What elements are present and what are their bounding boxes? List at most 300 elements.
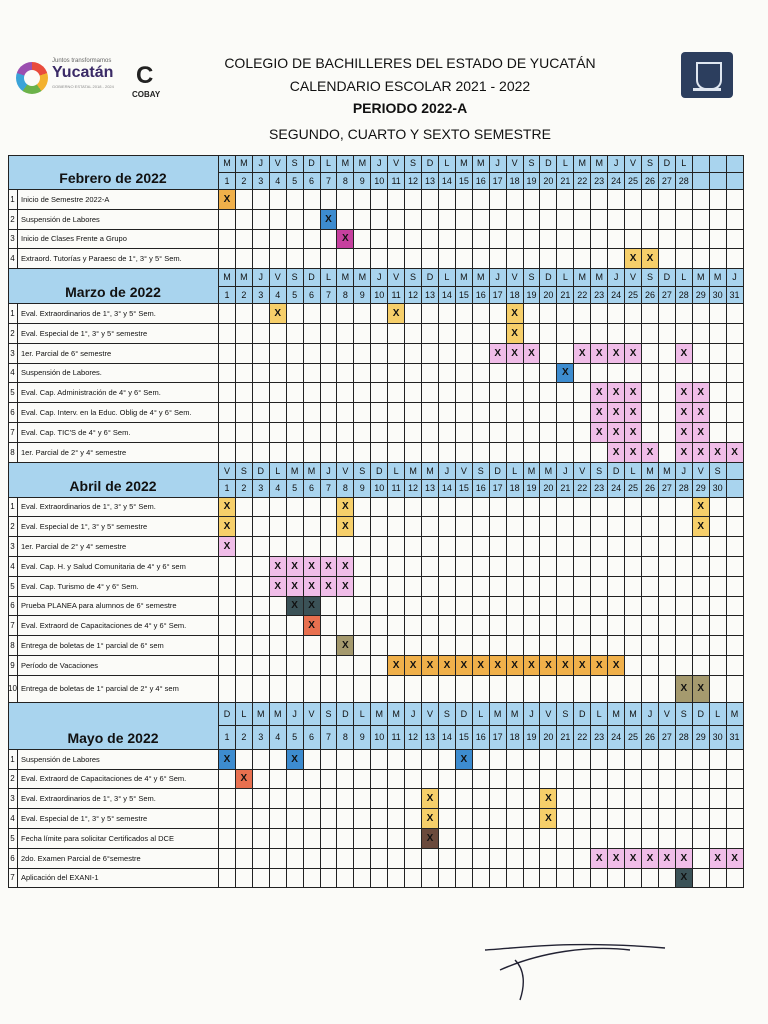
marked-day: X <box>337 230 354 250</box>
weekday-letter: V <box>540 703 557 727</box>
activity-label: Suspensión de Labores <box>18 210 219 230</box>
marked-day: X <box>608 443 625 463</box>
weekday-letter: M <box>422 463 439 481</box>
marked-day: X <box>321 557 338 577</box>
marked-day: X <box>507 656 524 676</box>
activity-label: Eval. Extraord de Capacitaciones de 4° y 6° Sem. <box>18 616 219 636</box>
weekday-letter: D <box>456 703 473 727</box>
marked-day: X <box>270 304 287 324</box>
marked-day: X <box>219 190 236 210</box>
weekday-letter: S <box>405 155 422 173</box>
month-title: Marzo de 2022 <box>8 269 219 304</box>
weekday-letter: L <box>321 155 338 173</box>
row-number: 5 <box>8 577 18 597</box>
weekday-letter: S <box>354 463 371 481</box>
weekday-letter: L <box>439 269 456 287</box>
weekday-letter: V <box>219 463 236 481</box>
weekday-letter: S <box>473 463 490 481</box>
marked-day: X <box>608 383 625 403</box>
day-number: 5 <box>287 173 304 191</box>
day-number: 12 <box>405 173 422 191</box>
activity-label: 1er. Parcial de 6° semestre <box>18 344 219 364</box>
marked-day: X <box>727 849 744 869</box>
day-number: 2 <box>236 287 253 305</box>
day-number: 28 <box>676 480 693 498</box>
marked-day: X <box>625 403 642 423</box>
activity-label: Eval. Cap. Turismo de 4° y 6° Sem. <box>18 577 219 597</box>
weekday-letter: S <box>642 269 659 287</box>
weekday-letter: D <box>337 703 354 727</box>
seal-banner-icon <box>693 88 721 91</box>
day-number: 20 <box>540 173 557 191</box>
day-number: 5 <box>287 480 304 498</box>
day-number: 23 <box>591 480 608 498</box>
day-number: 9 <box>354 480 371 498</box>
weekday-letter: L <box>676 155 693 173</box>
marked-day: X <box>287 750 304 770</box>
day-number: 9 <box>354 726 371 750</box>
day-number: 1 <box>219 287 236 305</box>
weekday-letter: V <box>388 269 405 287</box>
weekday-letter: V <box>422 703 439 727</box>
weekday-letter: L <box>321 269 338 287</box>
day-number: 29 <box>693 287 710 305</box>
day-number: 6 <box>304 287 321 305</box>
day-number: 24 <box>608 173 625 191</box>
activity-label: Fecha límite para solicitar Certificados al DCE <box>18 829 219 849</box>
day-number: 8 <box>337 287 354 305</box>
marked-day: X <box>219 517 236 537</box>
weekday-letter: V <box>507 269 524 287</box>
activity-label: Eval. Especial de 1°, 3° y 5° semestre <box>18 517 219 537</box>
marked-day: X <box>337 557 354 577</box>
marked-day: X <box>236 770 253 790</box>
row-number: 1 <box>8 304 18 324</box>
day-number: 12 <box>405 726 422 750</box>
marked-day: X <box>270 557 287 577</box>
weekday-letter: D <box>540 155 557 173</box>
calendar-grid <box>8 155 756 941</box>
marked-day: X <box>388 656 405 676</box>
weekday-letter: M <box>473 155 490 173</box>
day-number: 30 <box>710 480 727 498</box>
weekday-letter: M <box>490 703 507 727</box>
weekday-letter: J <box>524 703 541 727</box>
weekday-letter: D <box>422 155 439 173</box>
marked-day: X <box>591 656 608 676</box>
day-number: 21 <box>557 726 574 750</box>
weekday-letter: V <box>659 703 676 727</box>
day-number: 31 <box>727 726 744 750</box>
weekday-letter: M <box>236 155 253 173</box>
row-number: 7 <box>8 616 18 636</box>
activity-label: Eval. Cap. H. y Salud Comunitaria de 4° y 6° sem <box>18 557 219 577</box>
weekday-letter: M <box>591 269 608 287</box>
marked-day: X <box>456 656 473 676</box>
day-number: 25 <box>625 480 642 498</box>
day-number: 13 <box>422 287 439 305</box>
marked-day: X <box>270 577 287 597</box>
day-number: 2 <box>236 726 253 750</box>
institution-title: COLEGIO DE BACHILLERES DEL ESTADO DE YUCATÁN <box>224 55 596 71</box>
row-number: 4 <box>8 249 18 269</box>
day-number: 8 <box>337 480 354 498</box>
weekday-letter: L <box>625 463 642 481</box>
weekday-letter: V <box>693 463 710 481</box>
weekday-letter: M <box>524 463 541 481</box>
weekday-letter: M <box>371 703 388 727</box>
weekday-letter: L <box>710 703 727 727</box>
weekday-letter: L <box>388 463 405 481</box>
weekday-letter: J <box>490 269 507 287</box>
day-number: 25 <box>625 287 642 305</box>
marked-day: X <box>557 656 574 676</box>
day-number: 6 <box>304 726 321 750</box>
row-number: 4 <box>8 364 18 384</box>
marked-day: X <box>591 383 608 403</box>
activity-label: Entrega de boletas de 1° parcial de 2° y 4° sem <box>18 676 219 703</box>
marked-day: X <box>676 869 693 889</box>
day-number: 7 <box>321 726 338 750</box>
activity-label: 1er. Parcial de 2° y 4° semestre <box>18 537 219 557</box>
cobay-c-icon: C <box>136 62 154 89</box>
marked-day: X <box>219 498 236 518</box>
activity-label: Eval. Extraordinarios de 1°, 3° y 5° Sem. <box>18 304 219 324</box>
weekday-letter: M <box>354 269 371 287</box>
weekday-letter: M <box>659 463 676 481</box>
marked-day: X <box>591 849 608 869</box>
day-number: 20 <box>540 726 557 750</box>
row-number: 5 <box>8 383 18 403</box>
weekday-letter: L <box>507 463 524 481</box>
day-number: 30 <box>710 726 727 750</box>
weekday-letter: M <box>473 269 490 287</box>
weekday-letter: J <box>321 463 338 481</box>
activity-label: Eval. Especial de 1°, 3° y 5° semestre <box>18 809 219 829</box>
day-number: 1 <box>219 726 236 750</box>
row-number: 4 <box>8 809 18 829</box>
marked-day: X <box>642 849 659 869</box>
marked-day: X <box>608 403 625 423</box>
weekday-letter: S <box>676 703 693 727</box>
day-number: 17 <box>490 480 507 498</box>
weekday-letter: D <box>253 463 270 481</box>
day-number: 29 <box>693 726 710 750</box>
activity-label: Eval. Extraord de Capacitaciones de 4° y 6° Sem. <box>18 770 219 790</box>
weekday-letter: V <box>304 703 321 727</box>
weekday-letter: D <box>490 463 507 481</box>
weekday-letter: V <box>270 269 287 287</box>
marked-day: X <box>524 344 541 364</box>
grid-frame <box>8 155 744 888</box>
marked-day: X <box>608 423 625 443</box>
marked-day: X <box>591 423 608 443</box>
day-number: 15 <box>456 287 473 305</box>
marked-day: X <box>557 364 574 384</box>
activity-label: Inicio de Clases Frente a Grupo <box>18 230 219 250</box>
day-number: 8 <box>337 173 354 191</box>
marked-day: X <box>524 656 541 676</box>
marked-day: X <box>304 616 321 636</box>
marked-day: X <box>540 656 557 676</box>
day-number: 20 <box>540 480 557 498</box>
weekday-letter: J <box>371 269 388 287</box>
weekday-letter: M <box>337 155 354 173</box>
day-number: 19 <box>524 480 541 498</box>
marked-day: X <box>659 849 676 869</box>
row-number: 3 <box>8 789 18 809</box>
day-number: 26 <box>642 173 659 191</box>
day-number: 7 <box>321 480 338 498</box>
day-number: 10 <box>371 726 388 750</box>
day-number: 27 <box>659 726 676 750</box>
row-number: 3 <box>8 344 18 364</box>
marked-day: X <box>625 249 642 269</box>
weekday-letter: L <box>473 703 490 727</box>
day-number: 23 <box>591 173 608 191</box>
day-number: 22 <box>574 287 591 305</box>
weekday-letter: J <box>439 463 456 481</box>
month-title: Abril de 2022 <box>8 463 219 498</box>
weekday-letter: M <box>219 155 236 173</box>
day-number: 22 <box>574 726 591 750</box>
weekday-letter: D <box>659 269 676 287</box>
marked-day: X <box>574 656 591 676</box>
day-number: 14 <box>439 480 456 498</box>
cobay-text: COBAY <box>132 90 161 99</box>
day-number: 14 <box>439 287 456 305</box>
weekday-letter: D <box>304 155 321 173</box>
day-number: 1 <box>219 480 236 498</box>
signature <box>480 930 670 1010</box>
marked-day: X <box>490 656 507 676</box>
marked-day: X <box>321 577 338 597</box>
day-number: 3 <box>253 726 270 750</box>
weekday-letter: S <box>321 703 338 727</box>
day-number: 25 <box>625 173 642 191</box>
row-number: 6 <box>8 849 18 869</box>
weekday-letter: M <box>693 269 710 287</box>
activity-label: Entrega de boletas de 1° parcial de 6° sem <box>18 636 219 656</box>
weekday-letter: M <box>354 155 371 173</box>
marked-day: X <box>642 443 659 463</box>
activity-label: Eval. Cap. TIC'S de 4° y 6° Sem. <box>18 423 219 443</box>
marked-day: X <box>405 656 422 676</box>
row-number: 2 <box>8 517 18 537</box>
marked-day: X <box>422 829 439 849</box>
weekday-letter: S <box>710 463 727 481</box>
day-number: 10 <box>371 173 388 191</box>
marked-day: X <box>693 403 710 423</box>
weekday-letter: J <box>727 269 744 287</box>
weekday-letter: J <box>557 463 574 481</box>
yucatan-ring-icon <box>16 62 48 94</box>
weekday-letter: L <box>439 155 456 173</box>
weekday-letter: L <box>354 703 371 727</box>
weekday-letter: S <box>642 155 659 173</box>
weekday-letter: V <box>456 463 473 481</box>
activity-label: Aplicación del EXANI-1 <box>18 869 219 889</box>
marked-day: X <box>422 809 439 829</box>
weekday-letter: D <box>219 703 236 727</box>
weekday-letter: M <box>625 703 642 727</box>
marked-day: X <box>219 750 236 770</box>
day-number: 16 <box>473 480 490 498</box>
marked-day: X <box>693 383 710 403</box>
row-number: 8 <box>8 636 18 656</box>
day-number: 21 <box>557 480 574 498</box>
marked-day: X <box>625 383 642 403</box>
activity-label: Período de Vacaciones <box>18 656 219 676</box>
period-title: PERIODO 2022-A <box>352 100 468 116</box>
day-number: 5 <box>287 287 304 305</box>
activity-label: Suspensión de Labores. <box>18 364 219 384</box>
marked-day: X <box>625 849 642 869</box>
weekday-letter: M <box>456 269 473 287</box>
day-number: 27 <box>659 287 676 305</box>
weekday-letter: J <box>371 155 388 173</box>
activity-label: Extraord. Tutorías y Paraesc de 1°, 3° y 5° Sem. <box>18 249 219 269</box>
day-number: 9 <box>354 173 371 191</box>
day-number: 27 <box>659 173 676 191</box>
day-number: 19 <box>524 173 541 191</box>
marked-day: X <box>287 597 304 617</box>
day-number: 1 <box>219 173 236 191</box>
marked-day: X <box>676 344 693 364</box>
day-number: 26 <box>642 726 659 750</box>
day-number: 16 <box>473 173 490 191</box>
day-number: 10 <box>371 287 388 305</box>
weekday-letter: J <box>608 269 625 287</box>
marked-day: X <box>439 656 456 676</box>
semester-title: SEGUNDO, CUARTO Y SEXTO SEMESTRE <box>269 126 551 142</box>
day-number: 11 <box>388 480 405 498</box>
logo-yucatan-text: Yucatán <box>52 64 114 81</box>
weekday-letter: L <box>591 703 608 727</box>
day-number: 5 <box>287 726 304 750</box>
activity-label: Eval. Cap. Interv. en la Educ. Oblig de 4° y 6° Sem. <box>18 403 219 423</box>
marked-day: X <box>710 849 727 869</box>
weekday-letter: M <box>270 703 287 727</box>
day-number: 2 <box>236 480 253 498</box>
marked-day: X <box>507 344 524 364</box>
row-number: 1 <box>8 750 18 770</box>
weekday-letter: V <box>270 155 287 173</box>
day-number: 4 <box>270 726 287 750</box>
marked-day: X <box>693 517 710 537</box>
marked-day: X <box>337 577 354 597</box>
marked-day: X <box>337 517 354 537</box>
weekday-letter: S <box>524 269 541 287</box>
marked-day: X <box>337 498 354 518</box>
weekday-letter: M <box>574 269 591 287</box>
day-number: 15 <box>456 480 473 498</box>
day-number: 27 <box>659 480 676 498</box>
row-number: 9 <box>8 656 18 676</box>
row-number: 6 <box>8 403 18 423</box>
weekday-letter: J <box>287 703 304 727</box>
weekday-letter: J <box>608 155 625 173</box>
day-number: 24 <box>608 480 625 498</box>
day-number: 9 <box>354 287 371 305</box>
marked-day: X <box>608 344 625 364</box>
weekday-letter: L <box>676 269 693 287</box>
weekday-letter: V <box>625 155 642 173</box>
weekday-letter: D <box>574 703 591 727</box>
marked-day: X <box>422 789 439 809</box>
weekday-letter: M <box>642 463 659 481</box>
weekday-letter: J <box>642 703 659 727</box>
weekday-letter: M <box>304 463 321 481</box>
marked-day: X <box>693 443 710 463</box>
activity-label: Eval. Especial de 1°, 3° y 5° semestre <box>18 324 219 344</box>
logo-tagline: Juntos transformamos <box>52 58 112 64</box>
day-number: 22 <box>574 480 591 498</box>
marked-day: X <box>287 557 304 577</box>
marked-day: X <box>591 344 608 364</box>
day-number: 3 <box>253 480 270 498</box>
row-number: 7 <box>8 423 18 443</box>
marked-day: X <box>693 498 710 518</box>
marked-day: X <box>625 423 642 443</box>
weekday-letter: M <box>507 703 524 727</box>
row-number: 7 <box>8 869 18 889</box>
month-title: Febrero de 2022 <box>8 155 219 190</box>
day-number: 6 <box>304 173 321 191</box>
calendar-title: CALENDARIO ESCOLAR 2021 - 2022 <box>289 78 531 94</box>
row-number: 10 <box>8 676 18 703</box>
marked-day: X <box>676 423 693 443</box>
day-number: 13 <box>422 173 439 191</box>
weekday-letter: S <box>591 463 608 481</box>
institution-seal-icon <box>681 52 733 98</box>
marked-day: X <box>337 636 354 656</box>
weekday-letter: S <box>405 269 422 287</box>
day-number: 18 <box>507 287 524 305</box>
marked-day: X <box>676 383 693 403</box>
day-number: 2 <box>236 173 253 191</box>
weekday-letter: V <box>388 155 405 173</box>
weekday-letter: S <box>439 703 456 727</box>
activity-label: Prueba PLANEA para alumnos de 6° semestre <box>18 597 219 617</box>
row-number: 2 <box>8 770 18 790</box>
day-number: 28 <box>676 287 693 305</box>
marked-day: X <box>676 443 693 463</box>
marked-day: X <box>540 809 557 829</box>
day-number: 17 <box>490 726 507 750</box>
activity-label: 1er. Parcial de 2° y 4° semestre <box>18 443 219 463</box>
marked-day: X <box>591 403 608 423</box>
marked-day: X <box>473 656 490 676</box>
marked-day: X <box>540 789 557 809</box>
weekday-letter: V <box>507 155 524 173</box>
weekday-letter: M <box>727 703 744 727</box>
cobay-logo <box>132 62 162 102</box>
day-number: 4 <box>270 287 287 305</box>
weekday-letter: S <box>287 269 304 287</box>
day-number: 10 <box>371 480 388 498</box>
marked-day: X <box>507 324 524 344</box>
marked-day: X <box>693 423 710 443</box>
day-number: 17 <box>490 173 507 191</box>
marked-day: X <box>727 443 744 463</box>
day-number: 3 <box>253 173 270 191</box>
weekday-letter: M <box>253 703 270 727</box>
row-number: 5 <box>8 829 18 849</box>
marked-day: X <box>676 849 693 869</box>
day-number: 18 <box>507 726 524 750</box>
weekday-letter: M <box>540 463 557 481</box>
